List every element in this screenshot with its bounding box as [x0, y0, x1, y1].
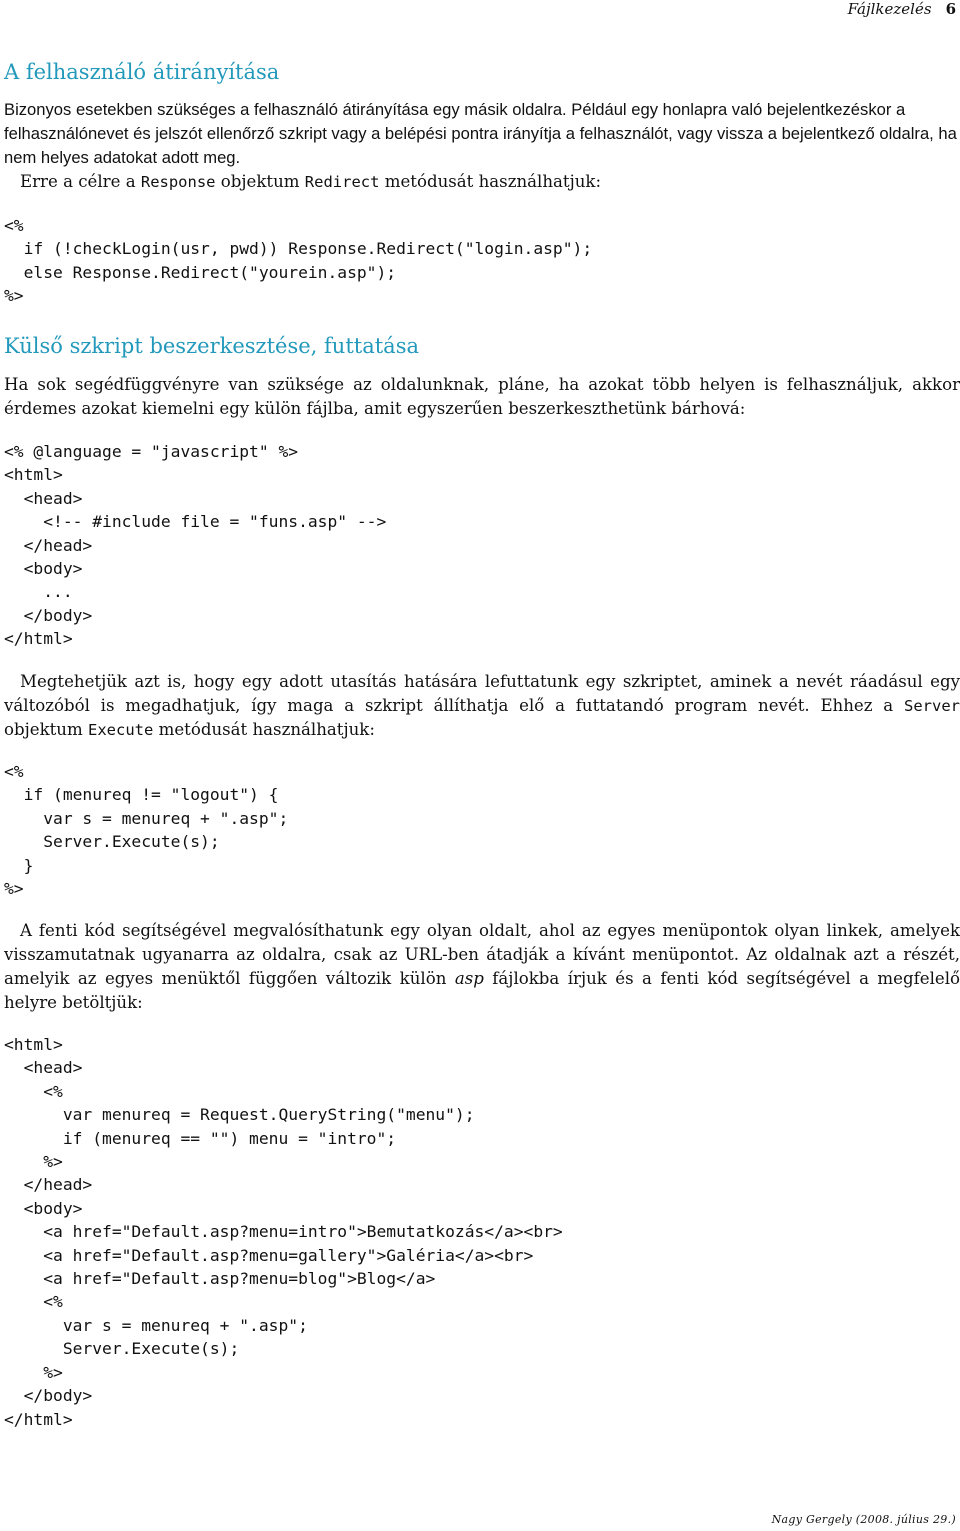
code-block-execute: <% if (menureq != "logout") { var s = menureq + ".asp"; Server.Execute(s); } %> — [4, 762, 289, 899]
paragraph-include-intro: Ha sok segédfüggvényre van szüksége az oldalunknak, pláne, ha azokat több helyen is felhasználjuk, akkor érdemes azokat kiemelni egy külön fájlba, amit egyszerűen beszerkeszthetünk bárhová: — [4, 375, 960, 418]
paragraph-menu-intro — [4, 919, 960, 1015]
text-fragment: Megtehetjük azt is, hogy egy adott utasítás hatására lefuttatunk egy szkriptet, aminek a nevét ráadásul egy változóból is megadhatjuk, így maga a szkript állíthatja elő a futtatandó program nevét. Ehhez a — [4, 672, 960, 715]
section-heading-redirect: A felhasználó átirányítása — [4, 60, 280, 84]
section-heading-external-script: Külső szkript beszerkesztése, futtatása — [4, 334, 419, 358]
inline-code-execute: Execute — [88, 721, 154, 739]
paragraph-redirect-intro: Bizonyos esetekben szükséges a felhasználó átirányítása egy másik oldalra. Például egy honlapra való bejelentkezéskor a felhasználónevet és jelszót ellenőrző szkript vagy a belépési pontra irányítja a felhasználót, vagy vissza a bejelentkező oldalra, ha nem helyes adatokat adott meg. — [4, 100, 957, 167]
page-footer: Nagy Gergely (2008. július 29.) — [771, 1513, 956, 1526]
text-fragment: fájlokba írjuk és a fenti kód segítségével a megfelelő helyre betöltjük: — [4, 969, 960, 1012]
text-fragment: metódusát használhatjuk: — [153, 720, 375, 739]
code-block-redirect: <% if (!checkLogin(usr, pwd)) Response.Redirect("login.asp"); else Response.Redirect("yourein.asp"); %> — [4, 216, 593, 306]
text-fragment: Erre a célre a — [20, 172, 141, 191]
paragraph-execute-intro — [4, 670, 960, 742]
page-number: 6 — [945, 0, 956, 18]
text-fragment: metódusát használhatjuk: — [379, 172, 602, 191]
inline-code-server: Server — [904, 697, 960, 715]
inline-code-redirect: Redirect — [304, 173, 380, 191]
code-block-include: <% @language = "javascript" %> <html> <head> <!-- #include file = "funs.asp" --> </head> <body> ... </body> </html> — [4, 442, 387, 649]
page-header — [848, 0, 956, 18]
paragraph-redirect-method — [4, 170, 960, 194]
text-fragment: objektum — [4, 720, 88, 739]
chapter-title: Fájlkezelés — [847, 0, 932, 18]
code-block-menu: <html> <head> <% var menureq = Request.QueryString("menu"); if (menureq == "") menu = "intro"; %> </head> <body> <a href="Default.asp?menu=intro">Bemutatkozás</a><br> <a href="Default.asp?menu=gallery">Galéria</a><br> <a href="Default.asp?menu=blog">Blog</a> <% var s = menureq + ".asp"; Server.Execute(s); %> </body> </html> — [4, 1035, 563, 1429]
text-fragment: objektum — [215, 172, 305, 191]
inline-code-response: Response — [140, 173, 216, 191]
text-fragment: A fenti kód segítségével megvalósíthatunk egy olyan oldalt, ahol az egyes menüpontok olyan linkek, amelyek visszamutatnak ugyanarra az oldalra, csak az URL-ben átadják a kívánt menüpontot. Az oldalnak azt a részét, amelyik az egyes menüktől függően változik külön — [4, 921, 960, 988]
italic-asp: asp — [454, 969, 484, 988]
